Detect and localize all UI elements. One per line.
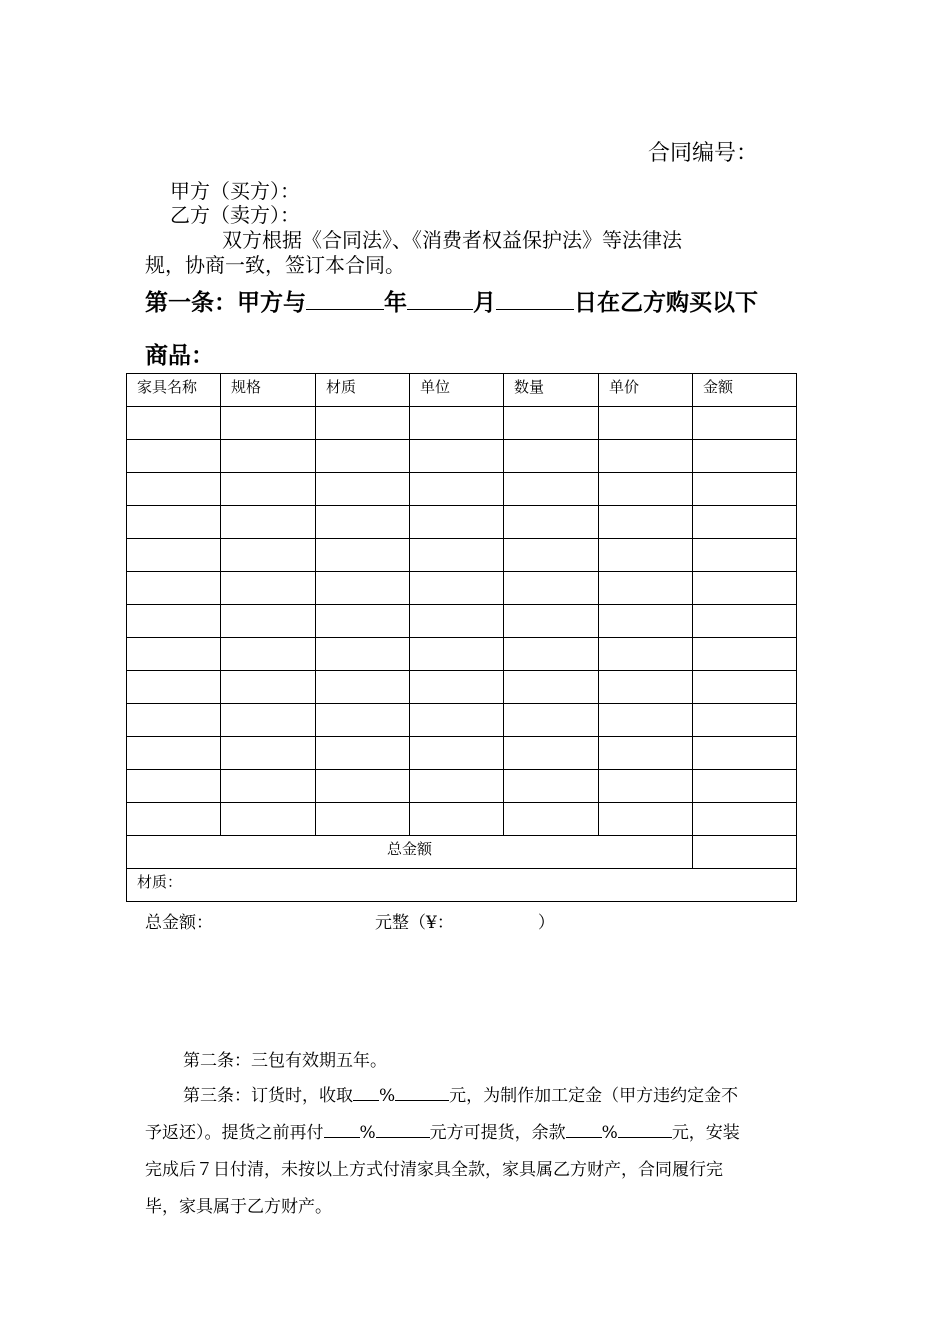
table-cell[interactable] <box>504 605 599 638</box>
table-cell[interactable] <box>127 407 221 440</box>
table-row <box>127 704 797 737</box>
table-cell[interactable] <box>316 770 410 803</box>
table-cell[interactable] <box>221 770 316 803</box>
table-cell[interactable] <box>221 737 316 770</box>
table-cell[interactable] <box>221 671 316 704</box>
contract-number-label: 合同编号： <box>648 141 759 166</box>
table-cell[interactable] <box>221 440 316 473</box>
table-cell[interactable] <box>504 671 599 704</box>
party-b-label: 乙方（卖方）： <box>170 203 300 227</box>
article3-l2-b: 元方可提货，余款 <box>429 1123 566 1143</box>
article3-l1-a: 第三条：订货时，收取 <box>183 1086 353 1106</box>
table-cell[interactable] <box>127 605 221 638</box>
table-row <box>127 473 797 506</box>
table-cell[interactable] <box>410 704 504 737</box>
article1-prefix: 第一条：甲方与 <box>145 290 306 316</box>
table-cell[interactable] <box>599 506 693 539</box>
table-cell[interactable] <box>410 506 504 539</box>
table-cell[interactable] <box>693 770 797 803</box>
table-cell[interactable] <box>504 440 599 473</box>
header-cell-spec: 规格 <box>221 374 316 407</box>
article1-month: 月 <box>473 290 496 316</box>
table-cell[interactable] <box>127 671 221 704</box>
table-cell[interactable] <box>316 539 410 572</box>
table-cell[interactable] <box>127 572 221 605</box>
table-cell[interactable] <box>127 704 221 737</box>
table-cell[interactable] <box>504 506 599 539</box>
party-a-label: 甲方（买方）： <box>170 179 300 203</box>
table-cell[interactable] <box>599 704 693 737</box>
article3-l2-c: 元，安装 <box>671 1123 740 1143</box>
table-cell[interactable] <box>693 605 797 638</box>
table-row <box>127 770 797 803</box>
table-row <box>127 803 797 836</box>
table-cell[interactable] <box>221 506 316 539</box>
table-cell[interactable] <box>504 803 599 836</box>
article3-line2 <box>145 1118 740 1143</box>
article1-suffix: 日在乙方购买以下 <box>574 290 758 316</box>
article3-l2-pct2: % <box>601 1123 618 1143</box>
pickup-amount-blank[interactable] <box>376 1121 430 1138</box>
table-cell[interactable] <box>410 803 504 836</box>
table-cell[interactable] <box>693 506 797 539</box>
table-cell[interactable] <box>316 506 410 539</box>
table-cell[interactable] <box>504 704 599 737</box>
table-cell[interactable] <box>127 473 221 506</box>
table-cell[interactable] <box>504 572 599 605</box>
table-cell[interactable] <box>316 737 410 770</box>
deposit-percent-blank[interactable] <box>353 1084 379 1101</box>
article1-year: 年 <box>384 290 407 316</box>
table-cell[interactable] <box>127 737 221 770</box>
table-cell[interactable] <box>221 704 316 737</box>
table-cell[interactable] <box>127 506 221 539</box>
table-cell[interactable] <box>693 440 797 473</box>
article3-l2-a: 予返还）。提货之前再付 <box>145 1123 324 1143</box>
table-cell[interactable] <box>221 407 316 440</box>
header-cell-name: 家具名称 <box>127 374 221 407</box>
table-cell[interactable] <box>599 770 693 803</box>
article1-heading <box>145 284 758 317</box>
table-cell[interactable] <box>410 605 504 638</box>
table-cell[interactable] <box>599 638 693 671</box>
table-cell[interactable] <box>316 803 410 836</box>
table-cell[interactable] <box>693 638 797 671</box>
article2-text: 第二条：三包有效期五年。 <box>183 1051 387 1071</box>
table-cell[interactable] <box>127 770 221 803</box>
table-cell[interactable] <box>221 572 316 605</box>
table-cell[interactable] <box>410 737 504 770</box>
table-cell[interactable] <box>693 671 797 704</box>
table-cell[interactable] <box>693 704 797 737</box>
table-cell[interactable] <box>599 737 693 770</box>
total-amount-unit: 元整（¥： <box>375 913 454 933</box>
table-cell[interactable] <box>316 638 410 671</box>
table-row <box>127 605 797 638</box>
table-cell[interactable] <box>599 473 693 506</box>
table-row <box>127 506 797 539</box>
material-note-cell[interactable]: 材质： <box>127 869 797 902</box>
table-material-row <box>127 869 797 902</box>
table-cell[interactable] <box>410 572 504 605</box>
table-row <box>127 572 797 605</box>
table-cell[interactable] <box>410 539 504 572</box>
table-row <box>127 671 797 704</box>
table-cell[interactable] <box>693 572 797 605</box>
day-blank[interactable] <box>496 287 574 310</box>
table-cell[interactable] <box>316 605 410 638</box>
article3-l1-b: 元，为制作加工定金（甲方违约定金不 <box>449 1086 739 1106</box>
table-cell[interactable] <box>316 473 410 506</box>
table-row <box>127 638 797 671</box>
table-cell[interactable] <box>504 473 599 506</box>
table-cell[interactable] <box>221 605 316 638</box>
table-row <box>127 407 797 440</box>
table-cell[interactable] <box>410 671 504 704</box>
article3-line1 <box>183 1081 738 1106</box>
table-cell[interactable] <box>504 638 599 671</box>
total-amount-value-cell[interactable] <box>693 836 797 869</box>
table-cell[interactable] <box>693 803 797 836</box>
table-cell[interactable] <box>127 440 221 473</box>
table-cell[interactable] <box>127 539 221 572</box>
article3-line3: 完成后７日付清，未按以上方式付清家具全款，家具属乙方财产，合同履行完 <box>145 1160 723 1180</box>
table-cell[interactable] <box>410 770 504 803</box>
table-cell[interactable] <box>599 440 693 473</box>
table-cell[interactable] <box>410 440 504 473</box>
table-cell[interactable] <box>693 407 797 440</box>
article3-l1-pct: % <box>379 1086 396 1106</box>
year-blank[interactable] <box>306 287 384 310</box>
table-cell[interactable] <box>504 737 599 770</box>
table-row <box>127 539 797 572</box>
article3-l2-pct: % <box>359 1123 376 1143</box>
table-cell[interactable] <box>410 473 504 506</box>
table-cell[interactable] <box>127 638 221 671</box>
table-cell[interactable] <box>410 638 504 671</box>
table-cell[interactable] <box>316 704 410 737</box>
table-total-row <box>127 836 797 869</box>
table-cell[interactable] <box>504 407 599 440</box>
table-cell[interactable] <box>599 605 693 638</box>
table-cell[interactable] <box>599 671 693 704</box>
table-cell[interactable] <box>599 572 693 605</box>
balance-percent-blank[interactable] <box>566 1121 602 1138</box>
table-cell[interactable] <box>410 407 504 440</box>
intro-text-line2: 规，协商一致，签订本合同。 <box>145 253 405 277</box>
table-cell[interactable] <box>693 737 797 770</box>
header-cell-quantity: 数量 <box>504 374 599 407</box>
table-cell[interactable] <box>599 407 693 440</box>
table-row <box>127 737 797 770</box>
goods-table <box>126 373 797 902</box>
article1-heading-line2: 商品： <box>145 343 214 369</box>
table-cell[interactable] <box>316 671 410 704</box>
table-cell[interactable] <box>221 473 316 506</box>
table-cell[interactable] <box>127 803 221 836</box>
table-cell[interactable] <box>504 770 599 803</box>
table-row <box>127 440 797 473</box>
table-cell[interactable] <box>599 539 693 572</box>
table-cell[interactable] <box>693 539 797 572</box>
header-cell-material: 材质 <box>316 374 410 407</box>
table-cell[interactable] <box>316 440 410 473</box>
deposit-amount-blank[interactable] <box>395 1084 449 1101</box>
table-cell[interactable] <box>599 803 693 836</box>
total-amount-label-cell: 总金额 <box>127 836 693 869</box>
header-cell-unit-price: 单价 <box>599 374 693 407</box>
header-cell-unit: 单位 <box>410 374 504 407</box>
table-cell[interactable] <box>504 539 599 572</box>
table-cell[interactable] <box>221 803 316 836</box>
balance-amount-blank[interactable] <box>618 1121 672 1138</box>
month-blank[interactable] <box>407 287 473 310</box>
article3-line4: 毕，家具属于乙方财产。 <box>145 1197 332 1217</box>
table-cell[interactable] <box>221 638 316 671</box>
table-cell[interactable] <box>316 407 410 440</box>
total-amount-close: ） <box>537 913 555 933</box>
table-cell[interactable] <box>221 539 316 572</box>
table-header-row <box>127 374 797 407</box>
table-cell[interactable] <box>693 473 797 506</box>
table-cell[interactable] <box>316 572 410 605</box>
total-amount-label: 总金额： <box>145 913 213 933</box>
total-amount-line <box>145 908 555 933</box>
intro-text-line1: 双方根据《合同法》、《消费者权益保护法》等法律法 <box>222 228 682 252</box>
header-cell-amount: 金额 <box>693 374 797 407</box>
pickup-percent-blank[interactable] <box>324 1121 360 1138</box>
